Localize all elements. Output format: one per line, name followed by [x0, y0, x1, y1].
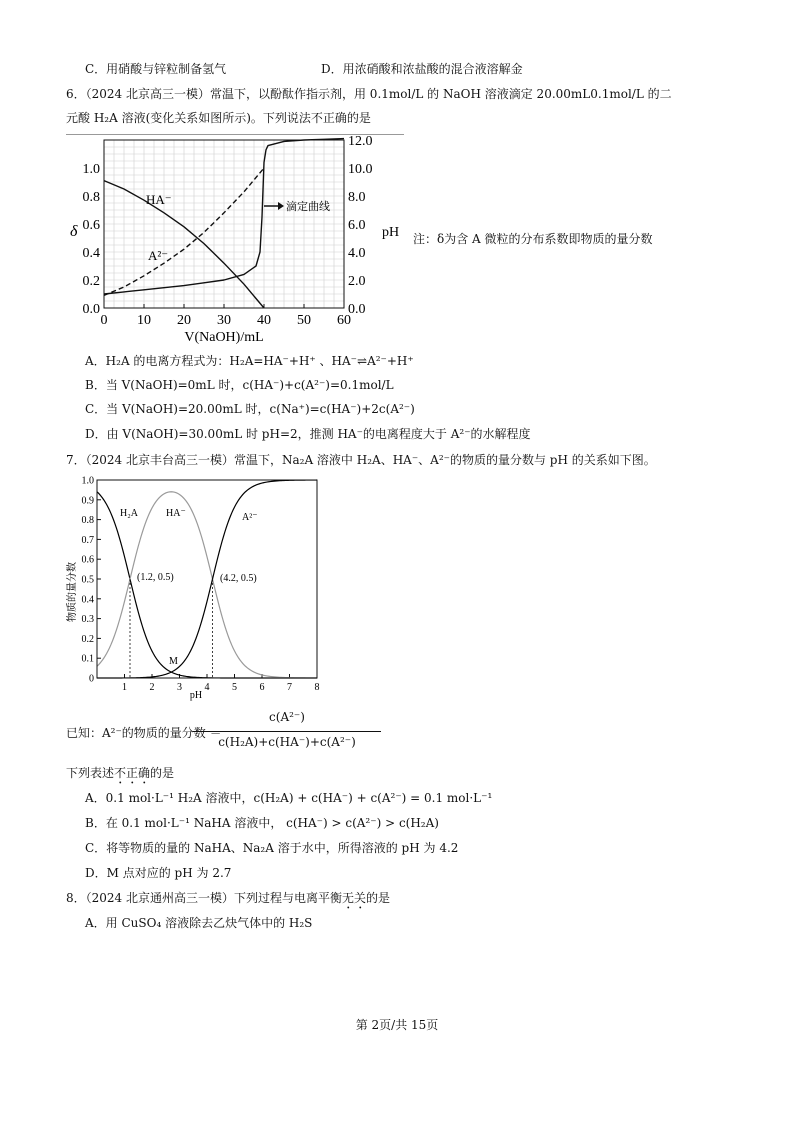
- q6-option-b: B．当 V(NaOH)=0mL 时，c(HA⁻)+c(A²⁻)=0.1mol/L: [85, 378, 394, 392]
- chart2-x-tick-label: 7: [287, 682, 292, 693]
- q8-stem-pre: 8．（2024 北京通州高三一模）下列过程与电离平衡: [66, 891, 342, 905]
- q7-option-a: A．0.1 mol·L⁻¹ H₂A 溶液中，c(H₂A) + c(HA⁻) + c(A²⁻) = 0.1 mol·L⁻¹: [85, 791, 493, 805]
- chart2-xlabel: pH: [189, 690, 203, 701]
- chart2-y-tick-label: 0: [89, 673, 94, 685]
- chart1-yright-tick-label: 10.0: [348, 162, 373, 177]
- chart2-x-tick-label: 2: [149, 682, 155, 693]
- chart1-x-tick-label: 50: [297, 313, 311, 328]
- q7-question-emphasis: 不正确: [114, 766, 151, 780]
- chart1-ylabel-right: pH: [382, 225, 400, 240]
- q8-option-a: A．用 CuSO₄ 溶液除去乙炔气体中的 H₂S: [85, 916, 313, 930]
- chart1-yright-tick-label: 6.0: [348, 218, 366, 233]
- chart1-yright-tick-label: 2.0: [348, 274, 366, 289]
- chart2-label-a2: A²⁻: [242, 512, 258, 523]
- chart2-point-label-1: (1.2, 0.5): [137, 572, 174, 583]
- chart1-label-a2: A²⁻: [148, 248, 169, 263]
- chart1-x-tick-label: 60: [337, 313, 351, 328]
- chart1-xlabel: V(NaOH)/mL: [184, 330, 264, 345]
- chart2-y-tick-label: 0.8: [81, 515, 94, 527]
- chart1-yright-tick-label: 8.0: [348, 190, 366, 205]
- q7-question: [66, 765, 174, 787]
- chart1-grid: [104, 140, 344, 308]
- q7-option-b: B．在 0.1 mol·L⁻¹ NaHA 溶液中， c(HA⁻) > c(A²⁻) > c(H₂A): [85, 816, 439, 830]
- chart2-y-tick-label: 0.2: [81, 633, 94, 645]
- chart2-label-h2a: H₂A: [120, 508, 138, 519]
- page-footer: 第 2页/共 15页: [355, 1018, 439, 1032]
- chart1-x-tick-label: 0: [100, 313, 108, 328]
- q6-note: 注：δ为含 A 微粒的分布系数即物质的量分数: [413, 232, 653, 246]
- q5-option-d: D．用浓硝酸和浓盐酸的混合液溶解金: [321, 62, 523, 76]
- q7-question-post: 的是: [150, 766, 175, 780]
- chart1-yright-tick-label: 0.0: [348, 302, 366, 317]
- q7-known: 已知：A²⁻的物质的量分数 ＝: [66, 726, 222, 740]
- chart1-yright-tick-label: 4.0: [348, 246, 366, 261]
- titration-chart: [64, 134, 404, 346]
- chart1-label-titration: 滴定曲线: [286, 201, 330, 213]
- mole-fraction-formula: [193, 710, 381, 754]
- q6-option-a: A．H₂A 的电离方程式为：H₂A=HA⁻+H⁺ 、HA⁻⇌A²⁻+H⁺: [85, 354, 414, 368]
- q5-option-c: C．用硝酸与锌粒制备氢气: [85, 62, 227, 76]
- chart2-x-tick-label: 8: [314, 682, 320, 693]
- q7-option-c: C．将等物质的量的 NaHA、Na₂A 溶于水中，所得溶液的 pH 为 4.2: [85, 841, 459, 855]
- chart2-label-ha: HA⁻: [166, 508, 186, 519]
- chart1-yleft-tick-label: 0.2: [82, 274, 100, 289]
- chart1-yleft-tick-label: 0.4: [82, 246, 100, 261]
- chart1-yleft-tick-label: 0.0: [82, 302, 100, 317]
- q6-option-d: D．由 V(NaOH)=30.00mL 时 pH=2，推测 HA⁻的电离程度大于 A²⁻的水解程度: [85, 427, 531, 441]
- chart2-x-tick-label: 5: [232, 682, 237, 693]
- formula-denominator: c(H₂A)+c(HA⁻)+c(A²⁻): [218, 735, 356, 749]
- formula-numerator: c(A²⁻): [269, 710, 305, 724]
- chart2-x-tick-label: 4: [204, 682, 210, 693]
- q7-option-d: D．M 点对应的 pH 为 2.7: [85, 866, 232, 880]
- chart1-x-tick-label: 40: [257, 313, 271, 328]
- chart1-yleft-tick-label: 1.0: [82, 162, 100, 177]
- chart2-y-tick-label: 0.7: [81, 534, 94, 546]
- chart2-ticks: [82, 476, 320, 694]
- q6-stem-line2: 元酸 H₂A 溶液(变化关系如图所示)。下列说法不正确的是: [66, 111, 371, 125]
- chart1-yleft-tick-label: 0.6: [82, 218, 100, 233]
- chart2-y-tick-label: 1.0: [81, 475, 94, 487]
- q6-stem-line1: 6．（2024 北京高三一模）常温下，以酚酞作指示剂，用 0.1mol/L 的 NaOH 溶液滴定 20.00mL0.1mol/L 的二: [66, 87, 672, 101]
- chart1-label-ha: HA⁻: [146, 192, 172, 207]
- chart2-y-tick-label: 0.5: [81, 574, 94, 586]
- chart2-y-tick-label: 0.1: [81, 653, 94, 665]
- chart1-x-tick-label: 10: [137, 313, 151, 328]
- chart2-point-label-2: (4.2, 0.5): [220, 573, 257, 584]
- chart1-x-tick-label: 30: [217, 313, 231, 328]
- chart2-x-tick-label: 3: [177, 682, 182, 693]
- q6-option-c: C．当 V(NaOH)=20.00mL 时，c(Na⁺)=c(HA⁻)+2c(A²⁻): [85, 402, 415, 416]
- q8-stem-post: 的是: [366, 891, 391, 905]
- formula-bar: [193, 731, 381, 732]
- q8-stem-emphasis: 无关: [342, 891, 367, 905]
- chart2-point-label-m: M: [169, 656, 178, 667]
- chart1-yleft-tick-label: 0.8: [82, 190, 100, 205]
- chart2-ylabel: 物质的量分数: [67, 562, 78, 622]
- distribution-chart: [62, 474, 332, 704]
- q7-question-pre: 下列表述: [66, 766, 115, 780]
- chart1-yright-tick-label: 12.0: [348, 134, 373, 149]
- chart2-y-tick-label: 0.4: [81, 594, 94, 606]
- chart2-x-tick-label: 1: [122, 682, 127, 693]
- chart2-y-tick-label: 0.6: [81, 554, 94, 566]
- q8-stem: [66, 890, 390, 912]
- chart2-y-tick-label: 0.9: [81, 495, 94, 507]
- chart1-ylabel-left: δ: [70, 223, 78, 240]
- chart2-y-tick-label: 0.3: [81, 614, 94, 626]
- chart2-x-tick-label: 6: [259, 682, 265, 693]
- chart1-x-tick-label: 20: [177, 313, 191, 328]
- q7-stem: 7．（2024 北京丰台高三一模）常温下，Na₂A 溶液中 H₂A、HA⁻、A²⁻的物质的量分数与 pH 的关系如下图。: [66, 453, 656, 467]
